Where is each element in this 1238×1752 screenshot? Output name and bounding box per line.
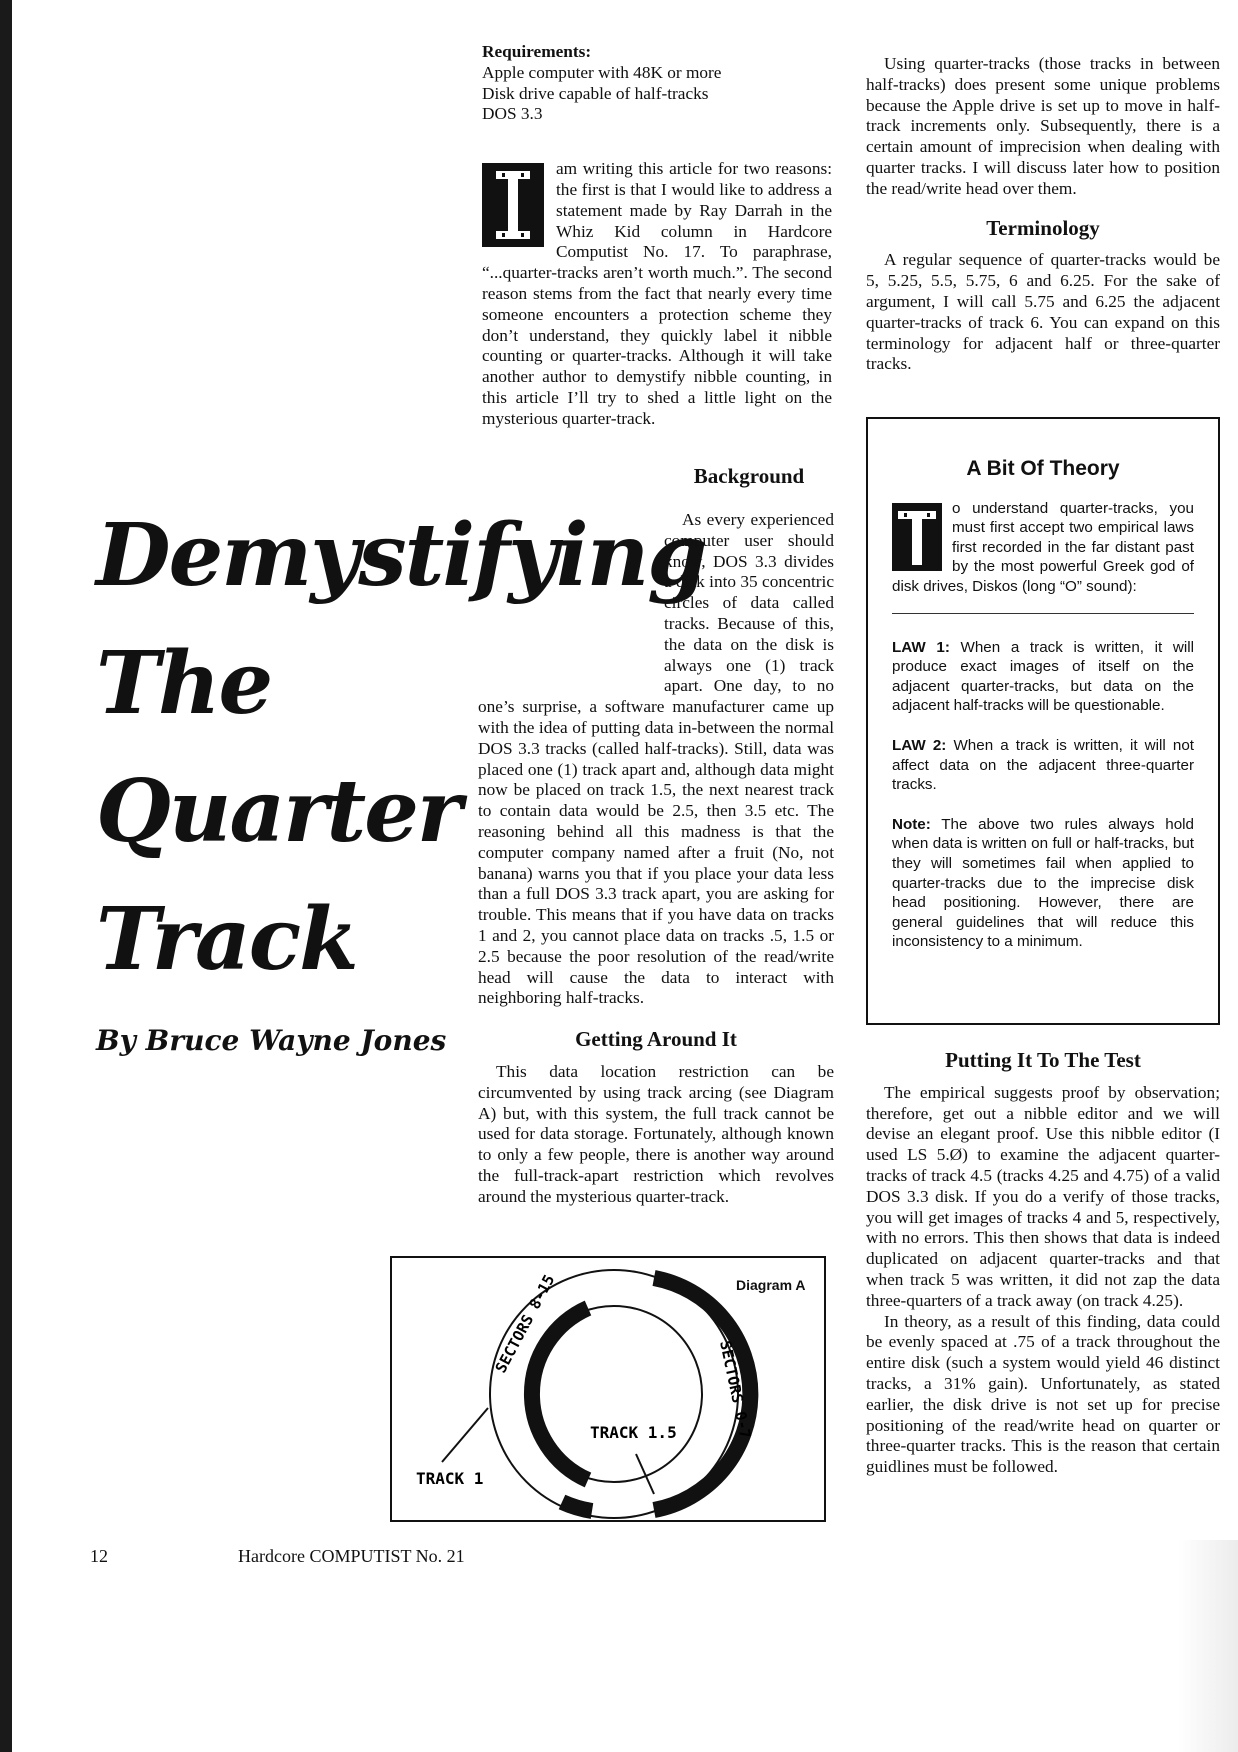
inner-sector-arc — [532, 1308, 588, 1480]
note — [892, 815, 1194, 952]
title-line: The — [96, 633, 272, 734]
terminology-heading: Terminology — [986, 215, 1100, 240]
theory-intro: o understand quarter-tracks, you must first accept two empirical laws first recorded in the far distant past by the most powerful Greek god of disk drives, Diskos (long “O” sound): — [892, 499, 1194, 595]
track-1-5-label: TRACK 1.5 — [590, 1423, 677, 1442]
diagram-label: Diagram A — [736, 1277, 806, 1293]
requirements-heading: Requirements: — [482, 42, 592, 61]
sectors-8-15-label: SECTORS 8-15 — [491, 1271, 559, 1376]
law-2-label: LAW 2: — [892, 736, 947, 754]
law-2 — [892, 736, 1194, 795]
test-paragraph-1: The empirical suggests proof by observation; therefore, get out a nibble editor and we will devise an elegant proof. Use this nibble editor (I used LS 5.Ø) to examine the adjacent quarter-tracks of track 4.5 (tracks 4.25 and 4.75) of a valid DOS 3.3 disk. If you do a verify of those tracks, you will get images of tracks 4 and 5, respectively, with no errors. This then shows that data is indeed duplicated on adjacent quarter-tracks and that when track 5 was written, it did not zap the data three-quarters of a track away (on track 4.25). — [866, 1082, 1220, 1310]
theory-heading: A Bit Of Theory — [966, 457, 1120, 480]
background-text: As every experienced computer user should know, DOS 3.3 divides a disk into 35 concentric circles of data called tracks. Because of this, the data on the disk is always one (1) track apart. One day, to no one’s surprise, a software manufacturer came up with the idea of putting data in-between the normal DOS 3.3 tracks (called half-tracks). Still, data was placed one (1) track apart and, although data might now be placed on track 1.5, the next nearest track to contain data would be 2.5, then 3.5 etc. The reasoning behind all this madness is that the computer company named after a fruit (No, not banana) warns you that if you place your data less than a full DOS 3.3 track apart, you are asking for trouble. This means that if you have data on tracks 1 and 2, you cannot place data on tracks .5, 1.5 or 2.5 because the poor resolution of the read/write head will cause the data to interact with neighboring half-tracks. — [478, 510, 834, 1008]
column-middle — [482, 42, 832, 430]
byline: By Bruce Wayne Jones — [96, 1024, 447, 1057]
magazine-name: Hardcore COMPUTIST No. 21 — [238, 1546, 465, 1566]
page-number: 12 — [90, 1546, 108, 1566]
test-section — [866, 1046, 1220, 1478]
background-section — [478, 464, 834, 1208]
title-line: Demystifying — [96, 505, 706, 606]
dropcap-i — [482, 163, 544, 247]
requirement-item: Disk drive capable of half-tracks — [482, 83, 709, 103]
terminology-text: A regular sequence of quarter-tracks would be 5, 5.25, 5.5, 5.75, 6 and 6.25. For the sake of argument, I will call 5.75 and 6.25 the adjacent quarter-tracks of track 6. You can expand on this terminology for adjacent half or three-quarter tracks. — [866, 250, 1220, 374]
law-1-label: LAW 1: — [892, 638, 950, 656]
note-text: The above two rules always hold when data is written on full or half-tracks, but they will sometimes fail when applied to quarter-tracks due to the imprecise disk head positioning. However, there are general guidelines that will reduce this inconsistency to a minimum. — [892, 815, 1194, 951]
requirements — [482, 42, 832, 125]
title-line: Quarter — [96, 761, 461, 862]
col3-intro-text: Using quarter-tracks (those tracks in between half-tracks) does present some unique problems because the Apple drive is set up to move in half-track increments only. Subsequently, there is a certain amount of imprecision when dealing with quarter tracks. I will discuss later how to position the read/write head over them. — [866, 54, 1220, 198]
law-1-text: When a track is written, it will produce exact images of itself on the adjacent quarter-tracks, but data on the adjacent half-tracks will be questionable. — [892, 638, 1194, 715]
law-2-text: When a track is written, it will not affect data on the adjacent three-quarter tracks. — [892, 736, 1194, 794]
intro-text: am writing this article for two reasons: the first is that I would like to address a statement made by Ray Darrah in the Whiz Kid column in Hardcore Computist No. 17. To paraphrase, “...quarter-tracks aren’t worth much.”. The second reason stems from the fact that nearly every time someone encounters a protection scheme they don’t understand, they quickly label it nibble counting or quarter-tracks. Although it will take another author to demystify nibble counting, in this article I’ll try to shed a little light on the mysterious quarter-track. — [482, 159, 832, 428]
title-wrap-spacer — [478, 510, 664, 692]
diagram-a — [390, 1256, 826, 1522]
requirement-item: Apple computer with 48K or more — [482, 62, 722, 82]
page-shadow — [1178, 1540, 1238, 1752]
outer-sector-arc — [562, 1502, 592, 1511]
scan-edge — [0, 0, 12, 1752]
column-right — [866, 54, 1220, 375]
dropcap-t — [892, 503, 942, 571]
getting-around-heading: Getting Around It — [575, 1027, 737, 1052]
title-line: Track — [96, 889, 357, 990]
test-heading: Putting It To The Test — [945, 1048, 1141, 1072]
track-1-label: TRACK 1 — [416, 1469, 484, 1488]
requirement-item: DOS 3.3 — [482, 104, 543, 124]
intro-paragraph — [482, 159, 832, 429]
note-label: Note: — [892, 815, 931, 833]
theory-sidebar — [866, 417, 1220, 1025]
getting-around-text: This data location restriction can be circumvented by using track arcing (see Diagram A) but, with this system, the full track cannot be used for data storage. Fortunately, although known to only a few people, there is another way around the full-track-apart restriction which revolves around the mysterious quarter-track. — [478, 1061, 834, 1206]
test-paragraph-2: In theory, as a result of this finding, data could be evenly spaced at .75 of a track throughout the entire disk (such a system would yield 46 distinct tracks, a 31% gain). Unfortunately, as stated earlier, the disk drive is not set up for precise positioning of the read/write head on quarter or three-quarter tracks. This is the reason that certain guidlines must be followed. — [866, 1311, 1220, 1477]
sectors-0-7-label: SECTORS 0-7 — [716, 1339, 755, 1441]
track-arcing-diagram — [392, 1258, 824, 1520]
pointer-line — [442, 1408, 488, 1462]
law-1 — [892, 638, 1194, 716]
divider — [892, 613, 1194, 614]
background-heading: Background — [693, 464, 805, 488]
